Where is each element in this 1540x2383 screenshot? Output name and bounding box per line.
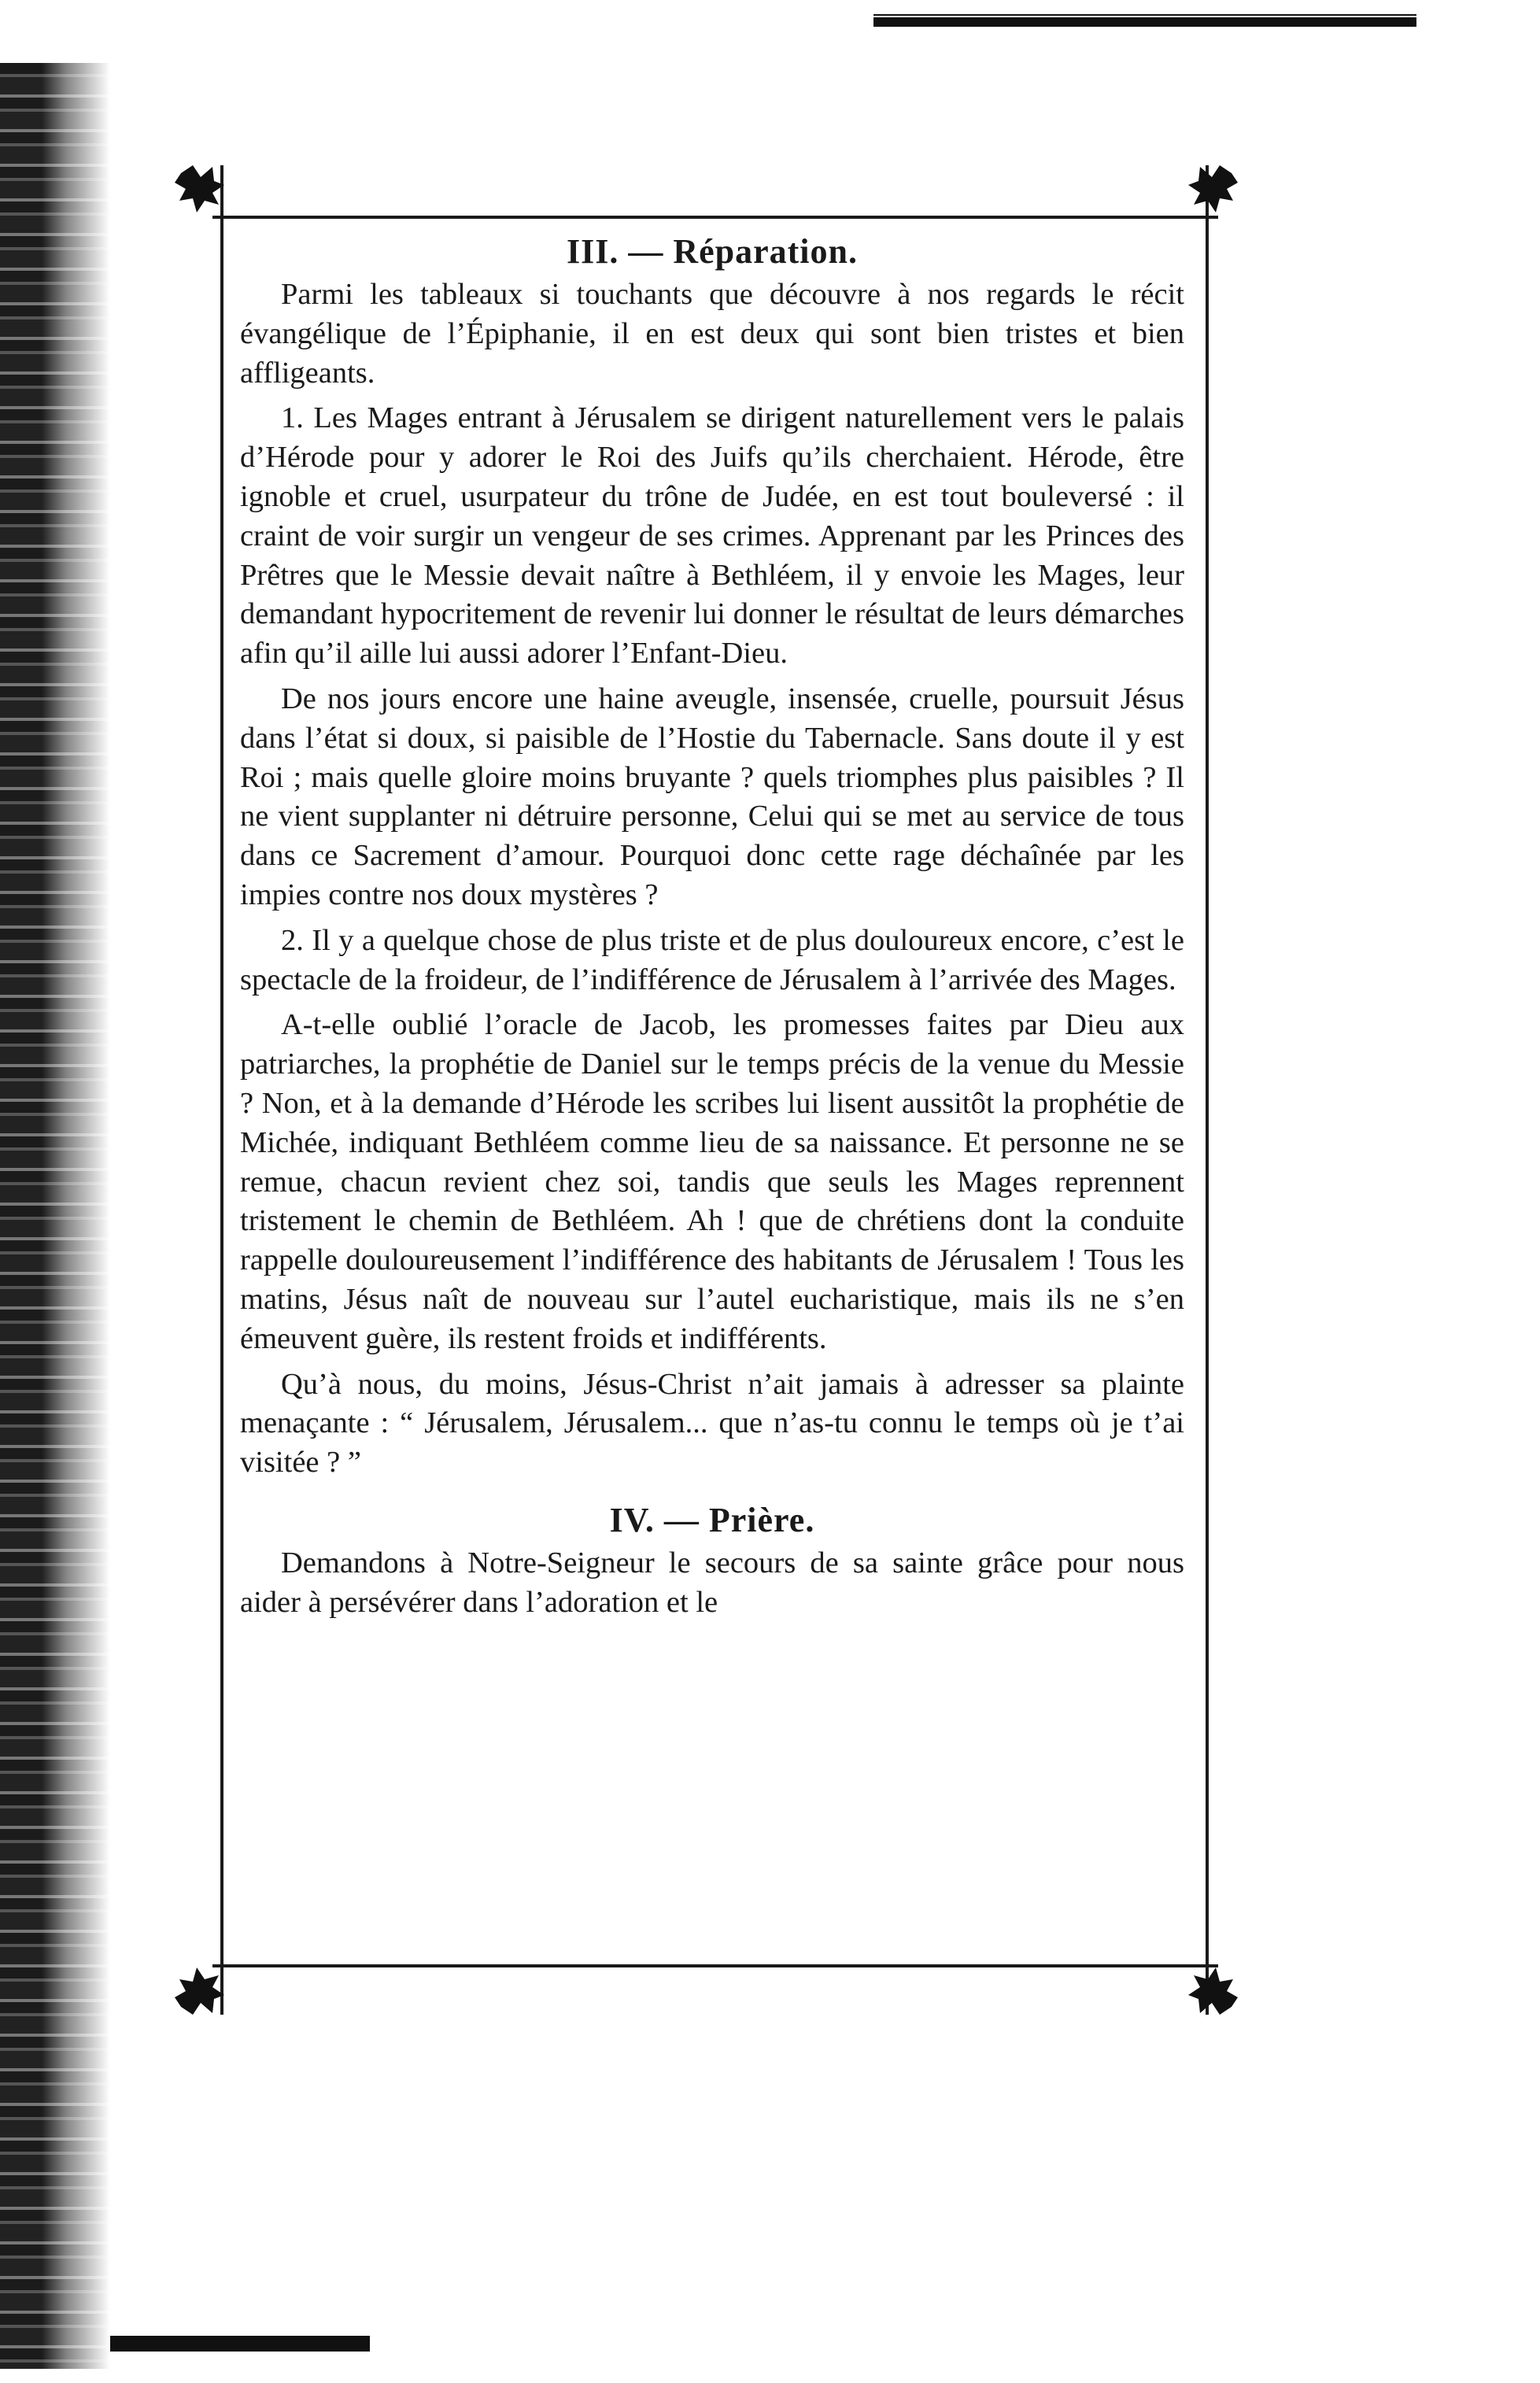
section-heading-priere: IV. — Prière. [609, 1500, 815, 1539]
paragraph-point-2: 2. Il y a quelque chose de plus triste et de plus douloureux encore, c’est le spectacle de la froideur, de l’indifférence de Jérusalem à l’arrivée des Mages. [240, 923, 1184, 996]
page-content [240, 228, 1184, 1623]
scan-binding-edge [0, 63, 110, 2369]
frame-right-rule [1206, 165, 1209, 2015]
corner-ornament-bottom-right [1176, 1952, 1247, 2023]
corner-ornament-top-right [1176, 157, 1247, 228]
paragraph-point-1: 1. Les Mages entrant à Jérusalem se dirigent naturellement vers le palais d’Hérode pour y adorer le Roi des Juifs qu’ils cherchaient. Hérode, être ignoble et cruel, usurpateur du trône de Judée, en est tout bouleversé : il craint de voir surgir un vengeur de ses crimes. Apprenant par les Princes des Prêtres que le Messie devait naître à Bethléem, il y envoie les Mages, leur demandant hypocritement de revenir lui donner le résultat de leurs démarches afin qu’il aille lui aussi adorer l’Enfant-Dieu. [240, 401, 1184, 671]
paragraph-intro: Parmi les tableaux si touchants que découvre à nos regards le récit évangélique de l’Épiphanie, il en est deux qui sont bien tristes et bien affligeants. [240, 278, 1184, 390]
frame-top-rule [212, 216, 1218, 219]
corner-ornament-bottom-left [165, 1952, 236, 2023]
paragraph-closing: Qu’à nous, du moins, Jésus-Christ n’ait jamais à adresser sa plainte menaçante : “ Jérusalem, Jérusalem... que n’as-tu connu le temps où je t’ai visitée ? ” [240, 1367, 1184, 1480]
frame-left-rule [220, 165, 223, 2015]
paragraph-modern-times: De nos jours encore une haine aveugle, insensée, cruelle, poursuit Jésus dans l’état si doux, si paisible de l’Hostie du Tabernacle. Sans doute il y est Roi ; mais quelle gloire moins bruyante ? quels triomphes plus paisibles ? Il ne vient supplanter ni détruire personne, Celui qui se met au service de tous dans ce Sacrement d’amour. Pourquoi donc cette rage déchaînée par les impies contre nos doux mystères ? [240, 682, 1184, 911]
paragraph-jacob-oracle: A-t-elle oublié l’oracle de Jacob, les promesses faites par Dieu aux patriarches, la prophétie de Daniel sur le temps précis de la venue du Messie ? Non, et à la demande d’Hérode les scribes lui lisent aussitôt la prophétie de Michée, indiquant Bethléem comme lieu de sa naissance. Et personne ne se remue, chacun revient chez soi, tandis que seuls les Mages reprennent tristement le chemin de Bethléem. Ah ! que de chrétiens dont la conduite rappelle douloureusement l’indifférence des habitants de Jérusalem ! Tous les matins, Jésus naît de nouveau sur l’autel eucharistique, mais ils ne s’en émeuvent guère, ils restent froids et indifférents. [240, 1008, 1184, 1355]
paragraph-prayer: Demandons à Notre-Seigneur le secours de sa sainte grâce pour nous aider à persévérer dans l’adoration et le [240, 1546, 1184, 1619]
scan-top-rule [873, 17, 1416, 27]
scan-bottom-rule [110, 2336, 370, 2352]
frame-bottom-rule [212, 1964, 1218, 1967]
scan-top-rule-thin [873, 14, 1416, 16]
corner-ornament-top-left [165, 157, 236, 228]
section-heading-reparation: III. — Réparation. [566, 232, 859, 271]
